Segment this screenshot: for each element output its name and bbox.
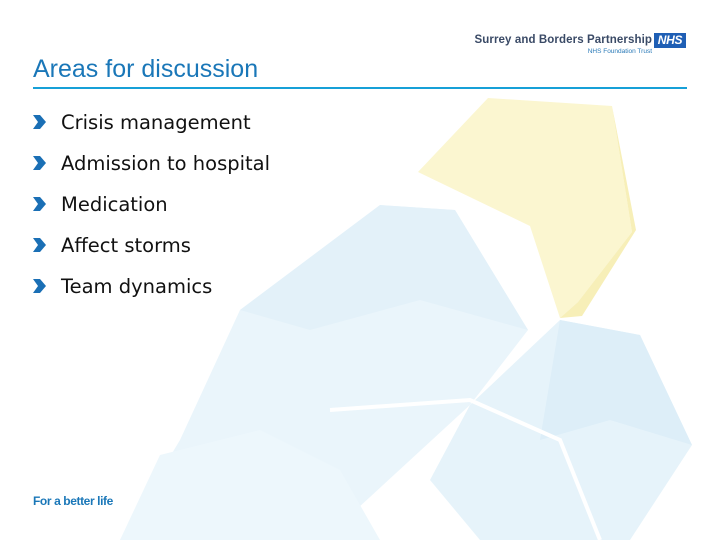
bullet-item	[31, 273, 270, 314]
chevron-right-icon	[31, 237, 47, 253]
bullet-item	[31, 232, 270, 273]
chevron-right-icon	[31, 114, 47, 130]
title-underline	[33, 87, 687, 89]
bullet-text: Team dynamics	[61, 275, 213, 298]
slide-title: Areas for discussion	[33, 55, 259, 83]
bullet-list	[31, 109, 270, 314]
chevron-right-icon	[31, 196, 47, 212]
chevron-right-icon	[31, 278, 47, 294]
bullet-item	[31, 109, 270, 150]
nhs-logo-mark: NHS	[654, 33, 686, 48]
bullet-text: Admission to hospital	[61, 152, 271, 175]
org-subtitle: NHS Foundation Trust	[587, 48, 652, 55]
bullet-item	[31, 150, 270, 191]
org-logo	[474, 32, 686, 58]
bullet-text: Affect storms	[61, 234, 191, 257]
chevron-right-icon	[31, 155, 47, 171]
bullet-text: Crisis management	[61, 111, 251, 134]
footer-tagline: For a better life	[33, 494, 113, 508]
bullet-text: Medication	[61, 193, 168, 216]
bullet-item	[31, 191, 270, 232]
org-name: Surrey and Borders Partnership	[474, 34, 652, 46]
